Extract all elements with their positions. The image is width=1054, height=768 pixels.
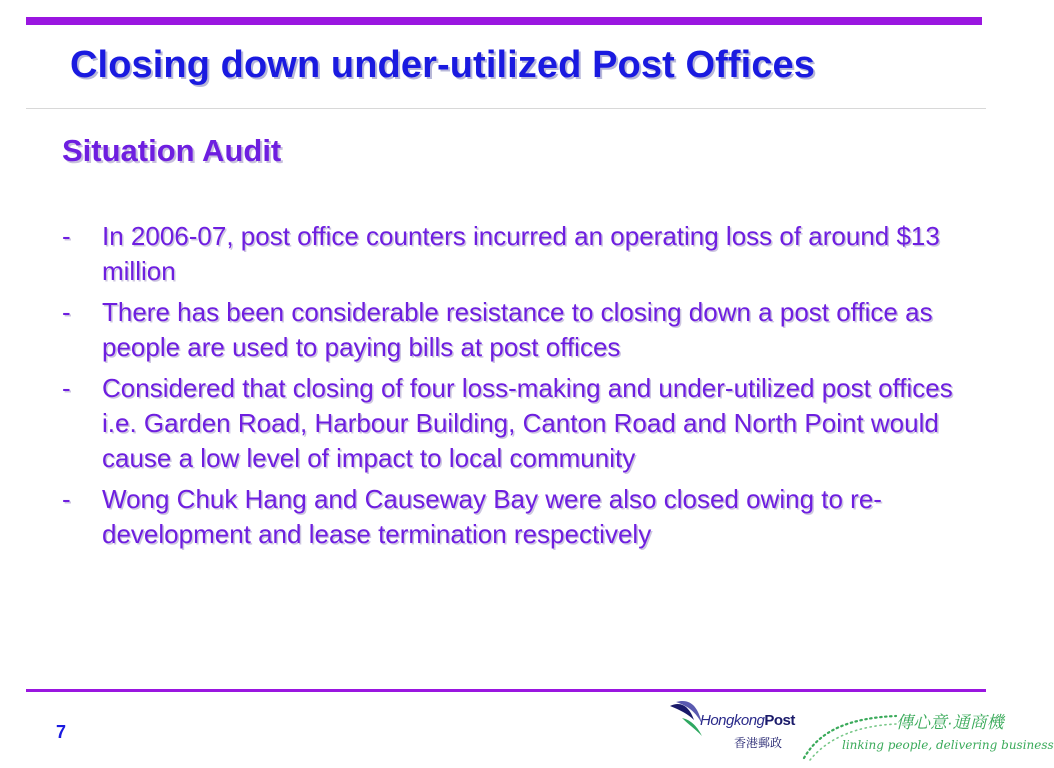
slogan-logo [800,700,1054,762]
bullet-text: Wong Chuk Hang and Causeway Bay were also closed owing to re-development and lease termination respectively [102,484,882,549]
logo-brand-text [700,712,795,729]
bullet-item [62,219,962,289]
slogan-english: linking people, delivering business [842,738,1054,752]
bullet-dash: - [62,484,71,514]
bullet-text: Considered that closing of four loss-making and under-utilized post offices i.e. Garden Road, Harbour Building, Canton Road and North Point would cause a low level of impact to local community [102,373,953,473]
title-divider [26,108,986,109]
bullet-text: There has been considerable resistance to closing down a post office as people are used to paying bills at post offices [102,297,933,362]
slogan-chinese: 傳心意·通商機 [896,713,1004,732]
bullet-dash: - [62,297,71,327]
section-heading: Situation Audit [62,133,282,168]
logo-chinese-name: 香港郵政 [734,736,783,750]
dotted-arc-icon [800,700,900,762]
bullet-dash: - [62,221,71,251]
slide-title: Closing down under-utilized Post Offices [70,44,816,86]
bullet-dash: - [62,373,71,403]
logo-brand-main: Hongkong [700,712,765,729]
logo-brand-bold: Post [764,712,795,729]
bottom-accent-rule [26,689,986,692]
bullet-item [62,482,962,552]
page-number: 7 [56,722,67,742]
bullet-list [62,219,962,558]
hongkong-post-logo [668,698,798,758]
bullet-item [62,295,962,365]
bullet-text: In 2006-07, post office counters incurred an operating loss of around $13 million [102,221,940,286]
top-accent-rule [26,17,982,25]
bullet-item [62,371,962,476]
